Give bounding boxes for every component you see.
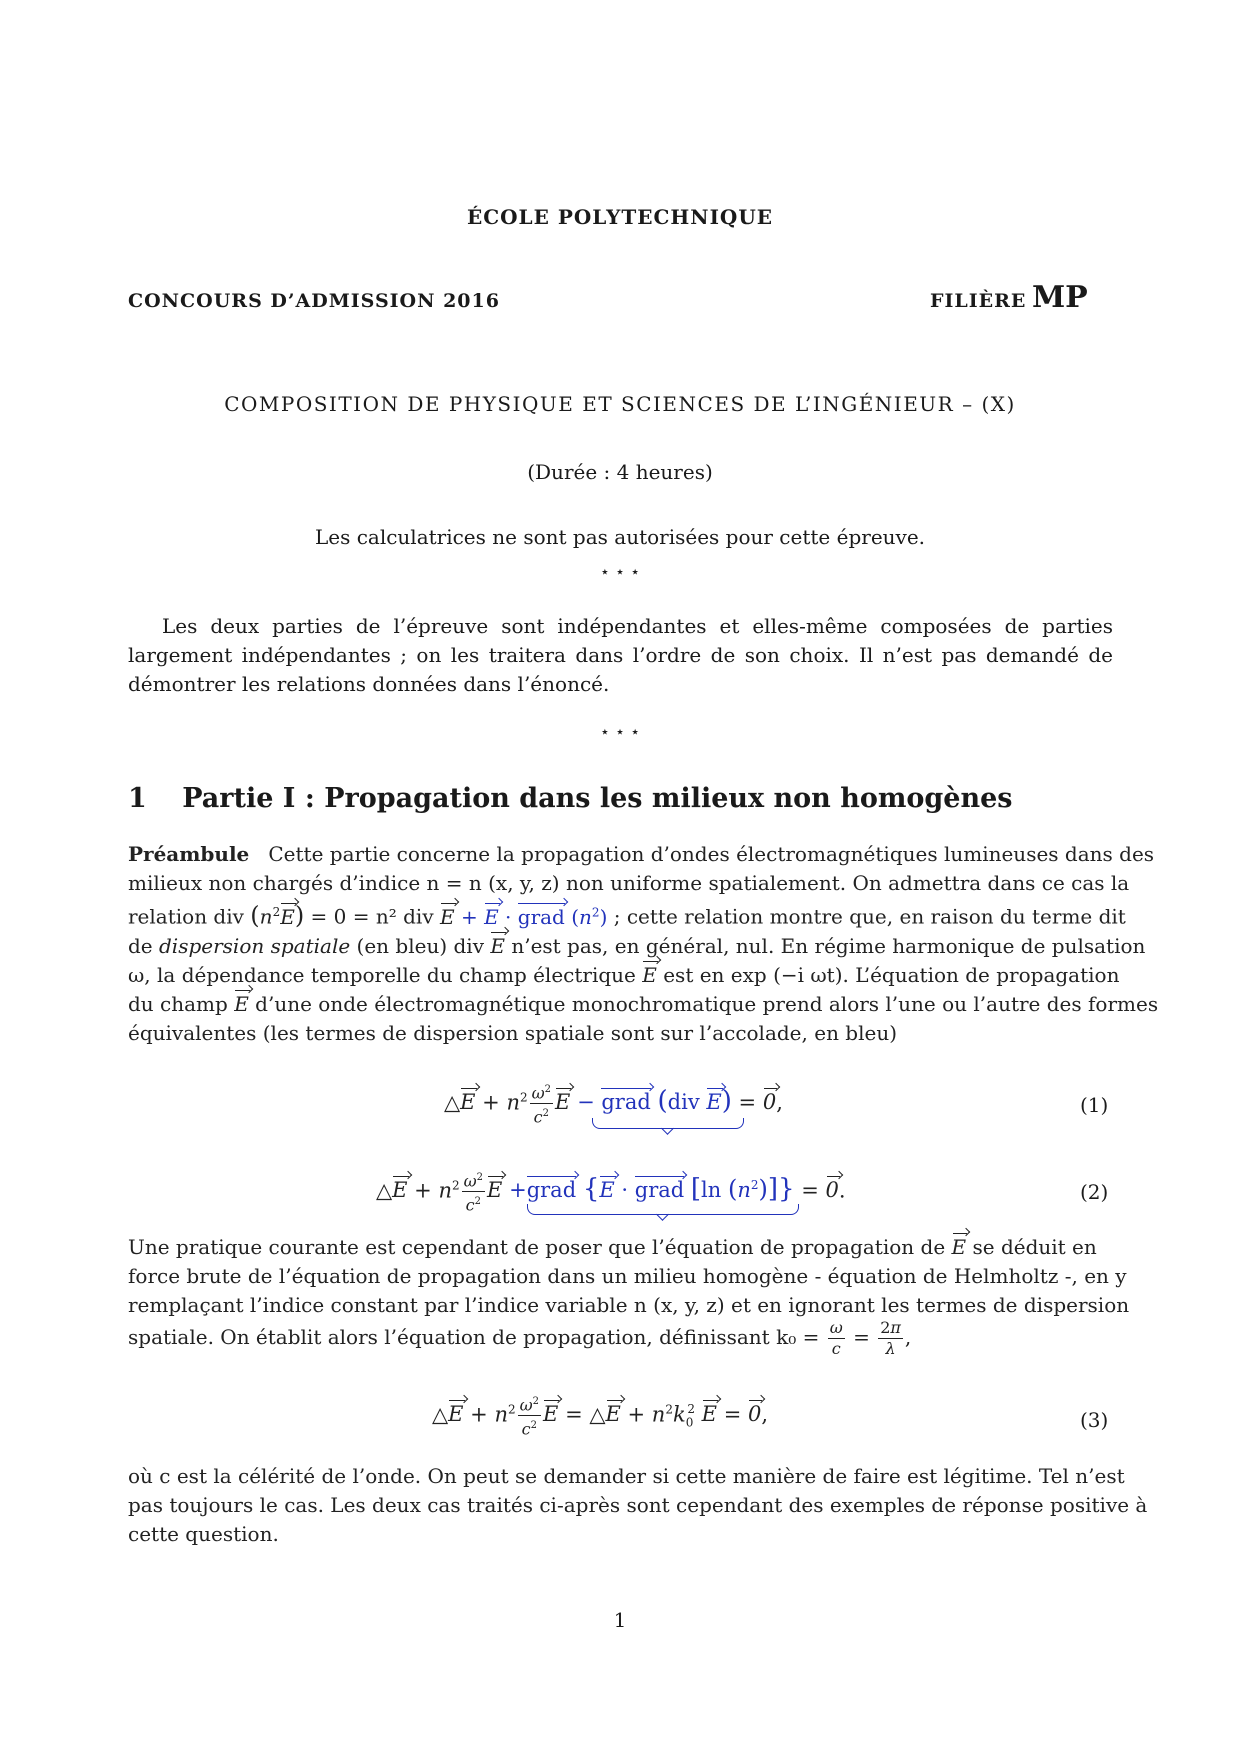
equation-3: △E + $n^2$ $\frac{\omega^2}{c^2}$ E = △E + $n^2k_0^2$ E = 0, bbox=[432, 1392, 768, 1440]
filiere-value: MP bbox=[1031, 280, 1088, 315]
paragraph-2-line-4: spatiale. On établit alors l’équation de propagation, définissant k₀ = $\frac{\omega}{c}$ = $\frac{2\pi}{\lambda}$ , bbox=[128, 1318, 912, 1358]
paragraph-2-line-1: Une pratique courante est cependant de poser que l’équation de propagation de E se déduit en bbox=[128, 1233, 1097, 1262]
equation-1: △E + $n^2$ $\frac{\omega^2}{c^2}$ E − grad (div E) = 0, bbox=[444, 1080, 783, 1128]
stars-separator-2: ⋆ ⋆ ⋆ bbox=[599, 722, 641, 741]
section-title: Partie I : Propagation dans les milieux non homogènes bbox=[182, 783, 1013, 814]
paragraph-2-line-3: remplaçant l’indice constant par l’indice variable n (x, y, z) et en ignorant les termes de dispersion bbox=[128, 1293, 1130, 1317]
duration: (Durée : 4 heures) bbox=[527, 460, 713, 484]
preambule-line-2: milieux non chargés d’indice n = n (x, y, z) non uniforme spatialement. On admettra dans ce cas la bbox=[128, 871, 1130, 895]
stars-separator-1: ⋆ ⋆ ⋆ bbox=[599, 562, 641, 581]
preambule-line-7: équivalentes (les termes de dispersion spatiale sont sur l’accolade, en bleu) bbox=[128, 1021, 898, 1045]
preambule-line-3: relation div $(n^2E) = 0 = n^2$ div E + E · grad $(n^2)$ ; cette relation montre que, en raison du terme dit bbox=[128, 901, 1126, 930]
page-number: 1 bbox=[613, 1608, 627, 1632]
composition-title: COMPOSITION DE PHYSIQUE ET SCIENCES DE L’INGÉNIEUR – (X) bbox=[224, 392, 1016, 416]
calculator-notice: Les calculatrices ne sont pas autorisées pour cette épreuve. bbox=[314, 525, 926, 549]
section-heading bbox=[128, 783, 1013, 814]
paragraph-2-line-2: force brute de l’équation de propagation dans un milieu homogène - équation de Helmholtz -, en y bbox=[128, 1264, 1127, 1288]
section-number: 1 bbox=[128, 783, 147, 814]
paragraph-3-line-3: cette question. bbox=[128, 1522, 279, 1546]
concours-label: CONCOURS D’ADMISSION 2016 bbox=[128, 290, 500, 312]
filiere-label bbox=[930, 280, 1088, 315]
preambule-line-4: de dispersion spatiale (en bleu) div E n’est pas, en général, nul. En régime harmonique de pulsation bbox=[128, 932, 1145, 961]
intro-paragraph: Les deux parties de l’épreuve sont indépendantes et elles-même composées de parties largement indépendantes ; on les traitera dans l’ordre de son choix. Il n’est pas demandé de démontrer les relations données dans l’énoncé. bbox=[128, 614, 1113, 696]
equation-3-number: (3) bbox=[1080, 1408, 1109, 1432]
filiere-prefix: FILIÈRE bbox=[930, 290, 1027, 312]
preambule-line-5: ω, la dépendance temporelle du champ électrique E est en exp (−i ωt). L’équation de propagation bbox=[128, 961, 1119, 990]
equation-1-number: (1) bbox=[1080, 1093, 1109, 1117]
spatial-dispersion-term: + E · grad $(n^2)$ bbox=[461, 905, 607, 929]
preambule-label: Préambule bbox=[128, 842, 250, 866]
paragraph-3-line-1: où c est la célérité de l’onde. On peut se demander si cette manière de faire est légitime. Tel n’est bbox=[128, 1464, 1125, 1488]
equation-2: △E + $n^2$ $\frac{\omega^2}{c^2}$ E +grad {E · grad [ln $(n^2)]\} = 0$. bbox=[376, 1168, 846, 1216]
preambule-line-1: Préambule Cette partie concerne la propagation d’ondes électromagnétiques lumineuses dans des bbox=[128, 842, 1155, 866]
paragraph-3-line-2: pas toujours le cas. Les deux cas traités ci-après sont cependant des exemples de réponse positive à bbox=[128, 1493, 1148, 1517]
equation-2-number: (2) bbox=[1080, 1180, 1109, 1204]
preambule-line-6: du champ E d’une onde électromagnétique monochromatique prend alors l’une ou l’autre des formes bbox=[128, 990, 1158, 1019]
school-name: ÉCOLE POLYTECHNIQUE bbox=[466, 205, 774, 229]
